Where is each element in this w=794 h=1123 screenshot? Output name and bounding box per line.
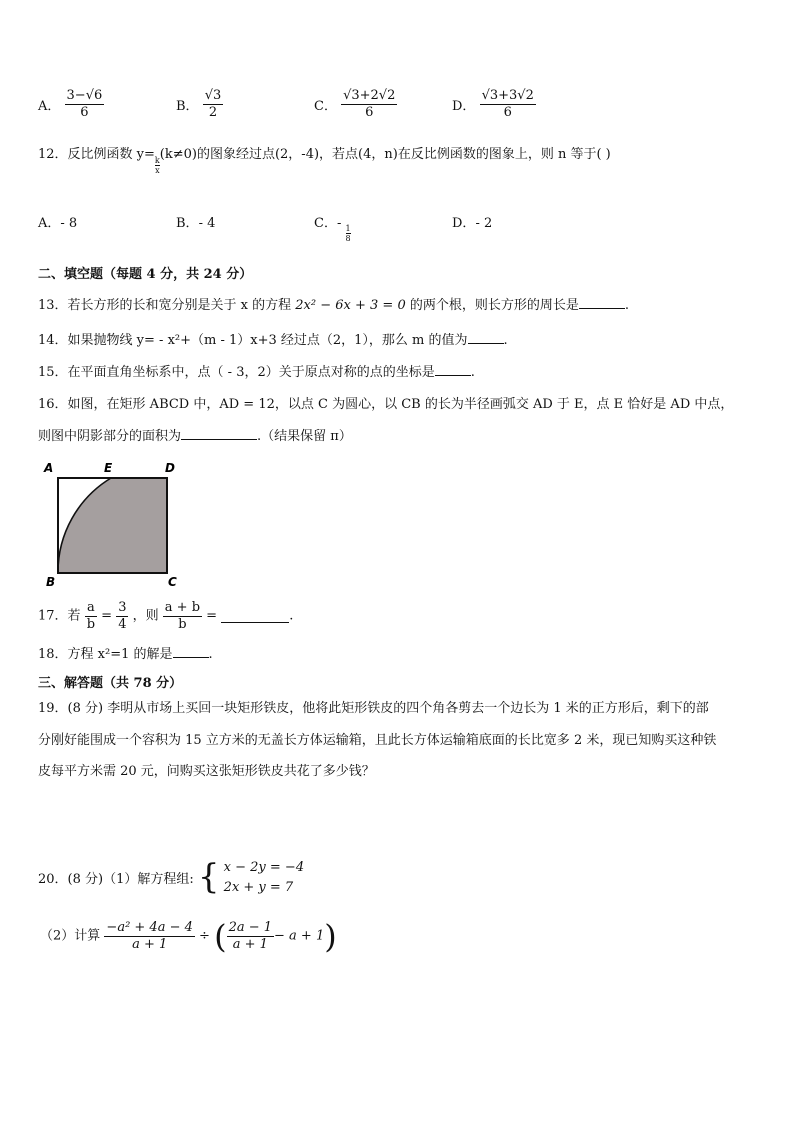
q12-c-fraction: $\frac{1}{8}$: [345, 224, 351, 243]
q12-option-a: A．- 8: [38, 216, 78, 231]
q17-frac-a-b: $\frac{a}{b}$: [86, 600, 96, 632]
question-17: 17．若 $\frac{a}{b}$ = $\frac{3}{4}$ ，则 $\frac{a + b}{b}$ = .: [38, 600, 294, 632]
question-19-line-1: 19．(8 分) 李明从市场上买回一块矩形铁皮，他将此矩形铁皮的四个角各剪去一个边长为 1 米的正方形后，剩下的部: [38, 701, 709, 716]
right-paren: ): [324, 917, 337, 956]
label-e: E: [104, 461, 113, 475]
section-answer-title: 三、解答题（共 78 分）: [38, 676, 183, 691]
question-14: 14．如果抛物线 y= - x²+（m - 1）x+3 经过点（2，1），那么 m 的值为 .: [38, 333, 508, 348]
equation-system: [224, 858, 304, 898]
q13-answer-blank[interactable]: [579, 296, 625, 309]
q17-frac-3-4: $\frac{3}{4}$: [118, 600, 127, 632]
q11-a-fraction: $\frac{3-√6}{6}$: [66, 88, 103, 120]
section-fill-in-title: 二、填空题（每题 4 分，共 24 分）: [38, 267, 253, 282]
q11-d-fraction: $\frac{√3+3√2}{6}$: [481, 88, 534, 120]
label-a: A: [44, 461, 54, 475]
left-paren: (: [214, 917, 227, 956]
question-12: 12．反比例函数 y= $\frac{k}{x}$ (k≠0)的图象经过点(2，-4)，若点(4，n)在反比例函数的图象上，则 n 等于( ): [38, 147, 611, 175]
q11-option-a: A． $\frac{3-√6}{6}$: [38, 88, 103, 120]
q11-option-b: B． $\frac{√3}{2}$: [176, 88, 222, 120]
question-20-part-2: （2）计算 $\frac{\text{−a² + 4a − 4}}{a + 1}$ ÷ ( $\frac{2a - 1}{a + 1}$ − a + 1): [40, 917, 337, 956]
q14-answer-blank[interactable]: [468, 331, 504, 344]
q18-answer-blank[interactable]: [173, 645, 209, 658]
label-d: D: [165, 461, 175, 475]
q12-k-over-x: $\frac{k}{x}$: [154, 156, 160, 175]
q11-option-c: C． $\frac{√3+2√2}{6}$: [314, 88, 396, 120]
question-16-line-2: 则图中阴影部分的面积为 .（结果保留 π）: [38, 429, 352, 444]
q12-option-d: D．- 2: [452, 216, 493, 231]
label-c: C: [168, 575, 177, 588]
q12-option-b: B．- 4: [176, 216, 216, 231]
q16-answer-blank[interactable]: [181, 427, 257, 440]
system-brace: {: [197, 857, 220, 897]
question-15: 15．在平面直角坐标系中，点（ - 3，2）关于原点对称的点的坐标是 .: [38, 365, 475, 380]
q20-fraction-1: $\frac{\text{−a² + 4a − 4}}{a + 1}$: [106, 920, 193, 952]
q15-answer-blank[interactable]: [435, 363, 471, 376]
shaded-region: [58, 478, 167, 573]
q20-fraction-2: $\frac{2a - 1}{a + 1}$: [228, 920, 273, 952]
q17-frac-sum: $\frac{a + b}{b}$: [164, 600, 201, 632]
equation-1: x − 2y = −4: [223, 860, 305, 875]
q11-b-fraction: $\frac{√3}{2}$: [204, 88, 222, 120]
q11-option-d: D． $\frac{√3+3√2}{6}$: [452, 88, 534, 120]
question-20-part-1: 20．(8 分)（1）解方程组: { x − 2y = −4 2x + y = 7: [38, 857, 305, 897]
q11-c-fraction: $\frac{√3+2√2}{6}$: [343, 88, 396, 120]
q12-option-c: C．- $\frac{1}{8}$: [314, 216, 351, 243]
question-19-line-2: 分刚好能围成一个容积为 15 立方米的无盖长方体运输箱，且此长方体运输箱底面的长比宽多 2 米，现已知购买这种铁: [38, 733, 717, 748]
question-13: 13．若长方形的长和宽分别是关于 x 的方程 2x² − 6x + 3 = 0 的两个根，则长方形的周长是 .: [38, 298, 629, 313]
equation-2: 2x + y = 7: [223, 880, 294, 895]
question-19-line-3: 皮每平方米需 20 元，问购买这张矩形铁皮共花了多少钱？: [38, 764, 375, 779]
label-b: B: [46, 575, 56, 588]
rectangle-arc-figure: [38, 458, 188, 588]
question-16-line-1: 16．如图，在矩形 ABCD 中，AD = 12，以点 C 为圆心，以 CB 的长为半径画弧交 AD 于 E，点 E 恰好是 AD 中点，: [38, 397, 734, 412]
q17-answer-blank[interactable]: [221, 610, 289, 623]
question-18: 18．方程 x²=1 的解是 .: [38, 647, 213, 662]
